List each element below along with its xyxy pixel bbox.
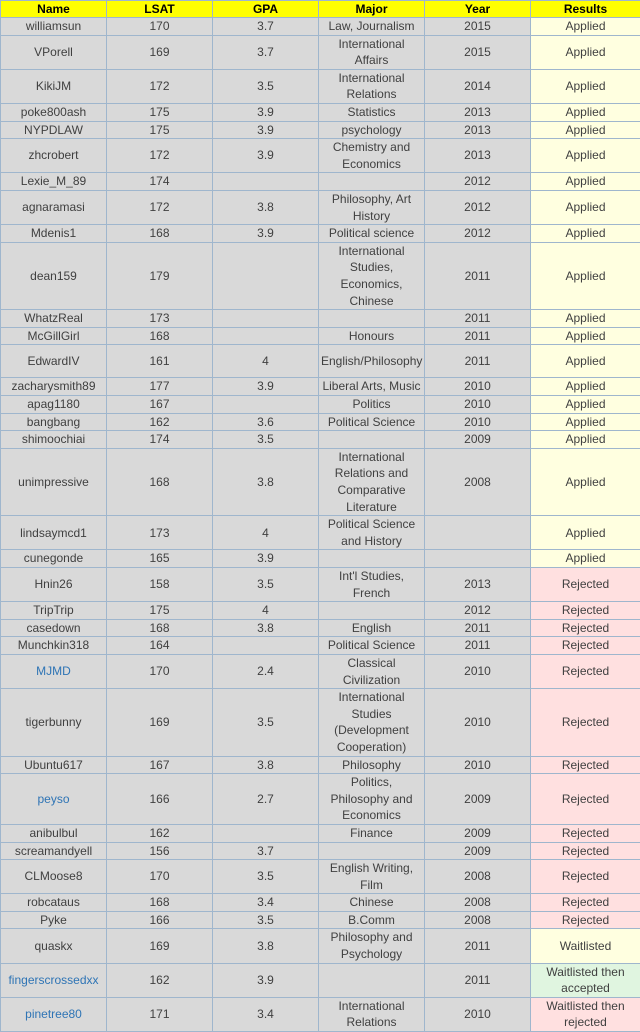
- cell-major: B.Comm: [319, 911, 425, 929]
- cell-year: 2008: [425, 911, 531, 929]
- cell-year: 2015: [425, 35, 531, 69]
- table-row: [1, 516, 640, 550]
- header-name: Name: [1, 1, 107, 18]
- cell-gpa: 3.5: [213, 69, 319, 103]
- cell-year: 2010: [425, 378, 531, 396]
- cell-year: 2011: [425, 327, 531, 345]
- cell-gpa: 3.7: [213, 842, 319, 860]
- cell-name: dean159: [1, 242, 107, 309]
- cell-result: Applied: [531, 121, 640, 139]
- cell-name: NYPDLAW: [1, 121, 107, 139]
- cell-gpa: [213, 396, 319, 414]
- cell-result: Waitlisted then rejected: [531, 997, 640, 1031]
- cell-lsat: 161: [107, 345, 213, 378]
- cell-lsat: 169: [107, 929, 213, 963]
- cell-result: Applied: [531, 413, 640, 431]
- cell-major: English: [319, 619, 425, 637]
- cell-lsat: 164: [107, 637, 213, 655]
- table-row: [1, 345, 640, 378]
- cell-major: International Relations and Comparative Literature: [319, 448, 425, 515]
- cell-gpa: 3.9: [213, 963, 319, 997]
- cell-gpa: 3.7: [213, 18, 319, 36]
- cell-result: Rejected: [531, 894, 640, 912]
- cell-result: Rejected: [531, 774, 640, 825]
- cell-major: psychology: [319, 121, 425, 139]
- cell-lsat: 162: [107, 413, 213, 431]
- cell-name[interactable]: peyso: [1, 774, 107, 825]
- cell-result: Applied: [531, 327, 640, 345]
- cell-lsat: 166: [107, 774, 213, 825]
- cell-major: International Studies, Economics, Chinese: [319, 242, 425, 309]
- table-row: [1, 774, 640, 825]
- cell-year: 2010: [425, 396, 531, 414]
- cell-lsat: 174: [107, 173, 213, 191]
- cell-major: Political Science: [319, 637, 425, 655]
- cell-year: 2008: [425, 860, 531, 894]
- cell-gpa: 3.5: [213, 911, 319, 929]
- cell-major: Political Science: [319, 413, 425, 431]
- cell-year: 2013: [425, 568, 531, 602]
- table-row: [1, 568, 640, 602]
- cell-result: Rejected: [531, 654, 640, 688]
- cell-gpa: [213, 173, 319, 191]
- cell-year: 2011: [425, 345, 531, 378]
- cell-year: 2013: [425, 139, 531, 173]
- cell-lsat: 172: [107, 69, 213, 103]
- cell-major: International Relations: [319, 997, 425, 1031]
- cell-gpa: 3.5: [213, 568, 319, 602]
- cell-major: Politics, Philosophy and Economics: [319, 774, 425, 825]
- table-row: [1, 654, 640, 688]
- cell-result: Applied: [531, 516, 640, 550]
- table-row: [1, 396, 640, 414]
- cell-result: Rejected: [531, 860, 640, 894]
- cell-result: Applied: [531, 310, 640, 328]
- cell-result: Rejected: [531, 911, 640, 929]
- cell-result: Waitlisted: [531, 929, 640, 963]
- table-row: [1, 824, 640, 842]
- cell-major: [319, 550, 425, 568]
- cell-gpa: 3.9: [213, 225, 319, 243]
- cell-major: Liberal Arts, Music: [319, 378, 425, 396]
- cell-year: 2011: [425, 637, 531, 655]
- cell-result: Rejected: [531, 824, 640, 842]
- cell-lsat: 172: [107, 190, 213, 224]
- table-row: [1, 929, 640, 963]
- cell-year: 2010: [425, 689, 531, 756]
- cell-year: 2010: [425, 756, 531, 774]
- cell-lsat: 167: [107, 756, 213, 774]
- cell-lsat: 168: [107, 448, 213, 515]
- cell-result: Applied: [531, 550, 640, 568]
- header-lsat: LSAT: [107, 1, 213, 18]
- cell-lsat: 169: [107, 35, 213, 69]
- table-row: [1, 190, 640, 224]
- cell-year: 2009: [425, 774, 531, 825]
- cell-major: Int'l Studies, French: [319, 568, 425, 602]
- cell-lsat: 168: [107, 327, 213, 345]
- cell-name: apag1180: [1, 396, 107, 414]
- cell-name: agnaramasi: [1, 190, 107, 224]
- cell-name: CLMoose8: [1, 860, 107, 894]
- cell-name: McGillGirl: [1, 327, 107, 345]
- cell-gpa: 3.9: [213, 550, 319, 568]
- cell-major: Finance: [319, 824, 425, 842]
- cell-major: Philosophy, Art History: [319, 190, 425, 224]
- cell-result: Applied: [531, 431, 640, 449]
- cell-major: [319, 431, 425, 449]
- cell-gpa: 4: [213, 516, 319, 550]
- cell-lsat: 177: [107, 378, 213, 396]
- cell-year: [425, 516, 531, 550]
- cell-lsat: 170: [107, 654, 213, 688]
- cell-name: lindsaymcd1: [1, 516, 107, 550]
- cell-gpa: 3.9: [213, 139, 319, 173]
- cell-lsat: 168: [107, 619, 213, 637]
- cell-lsat: 172: [107, 139, 213, 173]
- cell-year: 2009: [425, 824, 531, 842]
- cell-lsat: 169: [107, 689, 213, 756]
- cell-result: Rejected: [531, 756, 640, 774]
- cell-major: [319, 963, 425, 997]
- cell-lsat: 179: [107, 242, 213, 309]
- cell-gpa: [213, 327, 319, 345]
- cell-year: 2012: [425, 225, 531, 243]
- table-row: [1, 860, 640, 894]
- table-body: [1, 18, 640, 1032]
- cell-result: Applied: [531, 378, 640, 396]
- cell-lsat: 168: [107, 225, 213, 243]
- cell-year: 2013: [425, 103, 531, 121]
- cell-name: shimoochiai: [1, 431, 107, 449]
- cell-name[interactable]: pinetree80: [1, 997, 107, 1031]
- cell-result: Rejected: [531, 637, 640, 655]
- cell-lsat: 171: [107, 997, 213, 1031]
- cell-year: 2011: [425, 963, 531, 997]
- table-row: [1, 35, 640, 69]
- cell-year: 2009: [425, 431, 531, 449]
- cell-name: VPorell: [1, 35, 107, 69]
- cell-name: Pyke: [1, 911, 107, 929]
- table-row: [1, 327, 640, 345]
- table-row: [1, 842, 640, 860]
- cell-result: Applied: [531, 345, 640, 378]
- cell-gpa: 3.9: [213, 378, 319, 396]
- cell-gpa: [213, 824, 319, 842]
- cell-lsat: 175: [107, 602, 213, 620]
- cell-year: 2008: [425, 894, 531, 912]
- cell-name: TripTrip: [1, 602, 107, 620]
- cell-lsat: 162: [107, 824, 213, 842]
- cell-major: Philosophy: [319, 756, 425, 774]
- cell-result: Applied: [531, 396, 640, 414]
- cell-gpa: 3.4: [213, 894, 319, 912]
- cell-gpa: 2.7: [213, 774, 319, 825]
- table-row: [1, 448, 640, 515]
- cell-gpa: 3.8: [213, 619, 319, 637]
- cell-year: 2011: [425, 242, 531, 309]
- cell-name: unimpressive: [1, 448, 107, 515]
- cell-gpa: 3.8: [213, 448, 319, 515]
- cell-year: 2012: [425, 173, 531, 191]
- cell-name: zhcrobert: [1, 139, 107, 173]
- cell-year: 2011: [425, 619, 531, 637]
- cell-gpa: 4: [213, 345, 319, 378]
- cell-result: Applied: [531, 173, 640, 191]
- cell-gpa: 3.7: [213, 35, 319, 69]
- table-row: [1, 103, 640, 121]
- table-row: [1, 689, 640, 756]
- cell-major: International Affairs: [319, 35, 425, 69]
- cell-name: williamsun: [1, 18, 107, 36]
- table-row: [1, 894, 640, 912]
- table-row: [1, 911, 640, 929]
- table-row: [1, 310, 640, 328]
- cell-lsat: 174: [107, 431, 213, 449]
- cell-lsat: 162: [107, 963, 213, 997]
- cell-lsat: 170: [107, 860, 213, 894]
- cell-lsat: 167: [107, 396, 213, 414]
- cell-name: EdwardIV: [1, 345, 107, 378]
- cell-year: 2011: [425, 310, 531, 328]
- cell-lsat: 168: [107, 894, 213, 912]
- cell-result: Applied: [531, 448, 640, 515]
- cell-major: Political science: [319, 225, 425, 243]
- cell-lsat: 158: [107, 568, 213, 602]
- cell-result: Applied: [531, 242, 640, 309]
- cell-major: English/Philosophy: [319, 345, 425, 378]
- cell-lsat: 156: [107, 842, 213, 860]
- cell-lsat: 170: [107, 18, 213, 36]
- cell-gpa: 4: [213, 602, 319, 620]
- cell-lsat: 173: [107, 310, 213, 328]
- cell-result: Applied: [531, 139, 640, 173]
- header-results: Results: [531, 1, 640, 18]
- cell-major: Politics: [319, 396, 425, 414]
- cell-gpa: 3.6: [213, 413, 319, 431]
- cell-major: International Relations: [319, 69, 425, 103]
- cell-result: Applied: [531, 225, 640, 243]
- cell-name: bangbang: [1, 413, 107, 431]
- cell-year: 2009: [425, 842, 531, 860]
- cell-result: Rejected: [531, 619, 640, 637]
- table-row: [1, 121, 640, 139]
- cell-result: Applied: [531, 18, 640, 36]
- cell-lsat: 173: [107, 516, 213, 550]
- header-major: Major: [319, 1, 425, 18]
- cell-name: casedown: [1, 619, 107, 637]
- table-row: [1, 756, 640, 774]
- table-row: [1, 242, 640, 309]
- cell-name: tigerbunny: [1, 689, 107, 756]
- table-row: [1, 602, 640, 620]
- cell-major: English Writing, Film: [319, 860, 425, 894]
- cell-name: Ubuntu617: [1, 756, 107, 774]
- cell-gpa: 3.5: [213, 689, 319, 756]
- table-row: [1, 139, 640, 173]
- table-row: [1, 69, 640, 103]
- cell-name: poke800ash: [1, 103, 107, 121]
- cell-year: 2015: [425, 18, 531, 36]
- cell-year: 2008: [425, 448, 531, 515]
- cell-lsat: 175: [107, 121, 213, 139]
- cell-major: Statistics: [319, 103, 425, 121]
- table-row: [1, 18, 640, 36]
- cell-name: Hnin26: [1, 568, 107, 602]
- cell-lsat: 166: [107, 911, 213, 929]
- table-row: [1, 431, 640, 449]
- cell-major: Classical Civilization: [319, 654, 425, 688]
- cell-major: [319, 173, 425, 191]
- cell-lsat: 175: [107, 103, 213, 121]
- cell-result: Applied: [531, 103, 640, 121]
- cell-name[interactable]: MJMD: [1, 654, 107, 688]
- cell-name: quaskx: [1, 929, 107, 963]
- header-row: [1, 1, 640, 18]
- table-row: [1, 225, 640, 243]
- cell-major: [319, 602, 425, 620]
- cell-result: Applied: [531, 69, 640, 103]
- cell-major: Philosophy and Psychology: [319, 929, 425, 963]
- cell-gpa: 3.8: [213, 190, 319, 224]
- table-row: [1, 619, 640, 637]
- cell-year: [425, 550, 531, 568]
- cell-year: 2014: [425, 69, 531, 103]
- cell-lsat: 165: [107, 550, 213, 568]
- cell-gpa: 3.4: [213, 997, 319, 1031]
- cell-name: robcataus: [1, 894, 107, 912]
- cell-name: screamandyell: [1, 842, 107, 860]
- cell-year: 2010: [425, 413, 531, 431]
- cell-gpa: [213, 637, 319, 655]
- cell-result: Waitlisted then accepted: [531, 963, 640, 997]
- table-row: [1, 550, 640, 568]
- cell-major: [319, 310, 425, 328]
- cell-name: Mdenis1: [1, 225, 107, 243]
- cell-gpa: 3.8: [213, 756, 319, 774]
- cell-name: KikiJM: [1, 69, 107, 103]
- cell-result: Rejected: [531, 842, 640, 860]
- cell-gpa: [213, 242, 319, 309]
- cell-year: 2013: [425, 121, 531, 139]
- table-row: [1, 378, 640, 396]
- cell-result: Applied: [531, 35, 640, 69]
- cell-gpa: 3.5: [213, 860, 319, 894]
- cell-result: Rejected: [531, 568, 640, 602]
- cell-name: Lexie_M_89: [1, 173, 107, 191]
- cell-name: WhatzReal: [1, 310, 107, 328]
- cell-year: 2012: [425, 602, 531, 620]
- cell-major: Law, Journalism: [319, 18, 425, 36]
- cell-major: Chemistry and Economics: [319, 139, 425, 173]
- cell-gpa: [213, 310, 319, 328]
- table-row: [1, 173, 640, 191]
- table-row: [1, 413, 640, 431]
- header-gpa: GPA: [213, 1, 319, 18]
- cell-name: cunegonde: [1, 550, 107, 568]
- cell-name: zacharysmith89: [1, 378, 107, 396]
- cell-name: Munchkin318: [1, 637, 107, 655]
- cell-major: Chinese: [319, 894, 425, 912]
- cell-year: 2012: [425, 190, 531, 224]
- cell-major: International Studies (Development Cooperation): [319, 689, 425, 756]
- cell-major: Honours: [319, 327, 425, 345]
- table-row: [1, 963, 640, 997]
- cell-gpa: 3.9: [213, 103, 319, 121]
- cell-major: Political Science and History: [319, 516, 425, 550]
- cell-year: 2010: [425, 997, 531, 1031]
- cell-result: Rejected: [531, 602, 640, 620]
- cell-result: Applied: [531, 190, 640, 224]
- cell-gpa: 3.8: [213, 929, 319, 963]
- cell-result: Rejected: [531, 689, 640, 756]
- cell-gpa: 3.5: [213, 431, 319, 449]
- cell-year: 2011: [425, 929, 531, 963]
- table-row: [1, 637, 640, 655]
- cell-gpa: 2.4: [213, 654, 319, 688]
- table-row: [1, 997, 640, 1031]
- header-year: Year: [425, 1, 531, 18]
- cell-year: 2010: [425, 654, 531, 688]
- cell-name[interactable]: fingerscrossedxx: [1, 963, 107, 997]
- cell-gpa: 3.9: [213, 121, 319, 139]
- cell-name: anibulbul: [1, 824, 107, 842]
- cell-major: [319, 842, 425, 860]
